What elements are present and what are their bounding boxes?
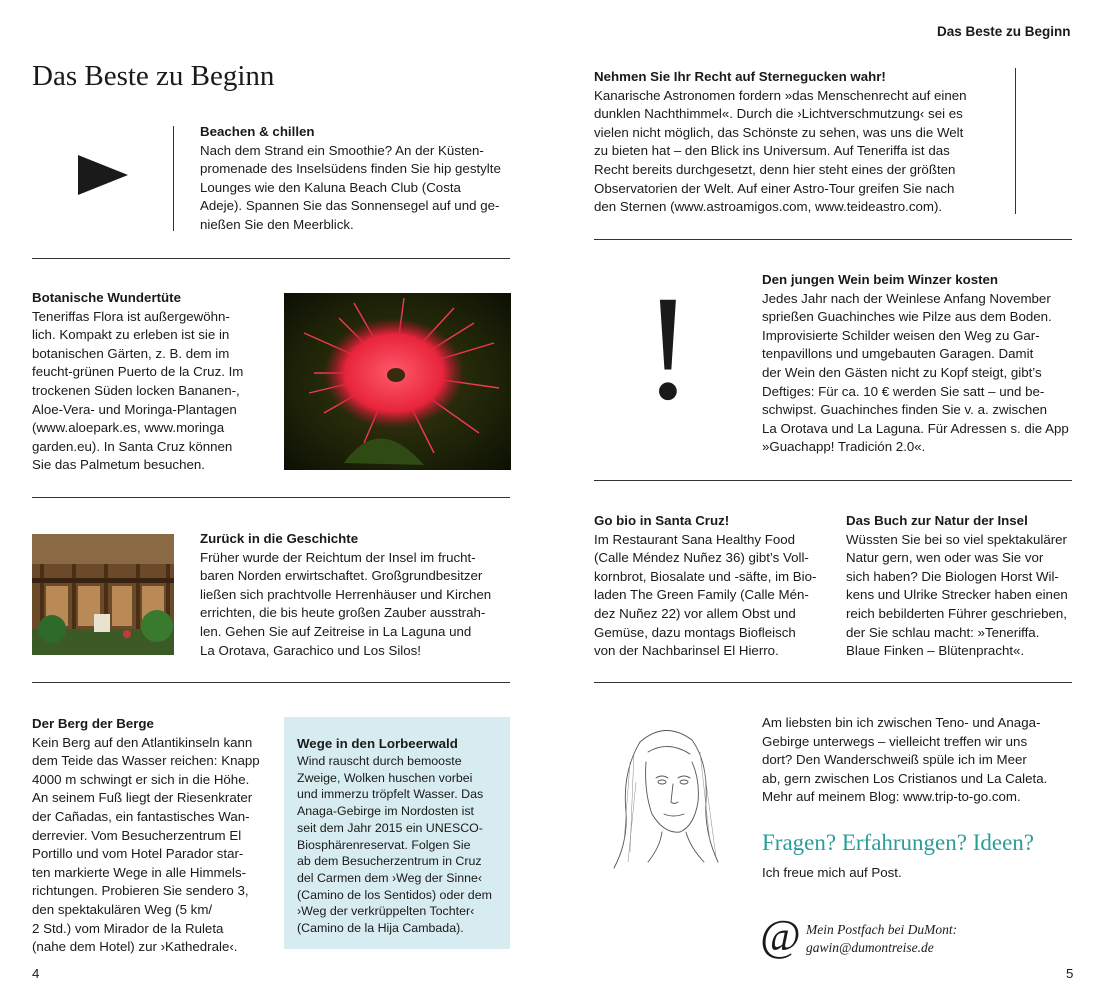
divider bbox=[594, 682, 1072, 683]
line: trockenen Süden locken Bananen-, bbox=[32, 382, 240, 398]
line: botanischen Gärten, z. B. dem im bbox=[32, 345, 230, 361]
line: baren Norden erwirtschaftet. Großgrundbesitzer bbox=[200, 568, 483, 584]
line: La Orotava, Garachico und Los Silos! bbox=[200, 642, 421, 658]
line: Wind rauscht durch bemooste bbox=[297, 754, 462, 768]
line: reich bebilderten Führer geschrieben, bbox=[846, 605, 1068, 621]
email-link[interactable]: gawin@dumontreise.de bbox=[806, 940, 934, 955]
vertical-divider bbox=[173, 126, 174, 231]
questions-heading: Fragen? Erfahrungen? Ideen? bbox=[762, 830, 1035, 855]
line: derrevier. Vom Besucherzentrum El bbox=[32, 827, 242, 843]
line: richtungen. Probieren Sie sendero 3, bbox=[32, 883, 249, 899]
line: Anaga-Gebirge im Nordosten ist bbox=[297, 804, 474, 819]
historic-courtyard-photo bbox=[32, 534, 174, 655]
line: Blaue Finken – Blütenpracht«. bbox=[846, 643, 1025, 659]
page-number-left: 4 bbox=[32, 966, 40, 981]
line: Kanarische Astronomen fordern »das Menschenrecht auf einen bbox=[594, 87, 967, 103]
line: len. Gehen Sie auf Zeitreise in La Laguna und bbox=[200, 623, 472, 639]
line: ten markierte Wege in alle Himmels- bbox=[32, 864, 247, 880]
line: kens und Ulrike Strecker haben einen bbox=[846, 587, 1068, 603]
line: kornbrot, Biosalate und -säfte, im Bio- bbox=[594, 568, 817, 584]
line: 2 Std.) vom Mirador de la Ruleta bbox=[32, 920, 224, 936]
heading: Zurück in die Geschichte bbox=[200, 531, 359, 546]
line: den Sternen (www.astroamigos.com, www.teideastro.com). bbox=[594, 199, 943, 215]
line: 4000 m schwingt er sich in die Höhe. bbox=[32, 771, 250, 787]
line: Nach dem Strand ein Smoothie? An der Küsten- bbox=[200, 142, 484, 158]
line: Wüssten Sie bei so viel spektakulärer bbox=[846, 531, 1067, 547]
line: ab dem Besucherzentrum in Cruz bbox=[297, 854, 482, 869]
line: ›Weg der verkrüppelten Tochter‹ bbox=[297, 904, 475, 919]
line: (www.aloepark.es, www.moringa bbox=[32, 420, 225, 436]
line: Kein Berg auf den Atlantikinseln kann bbox=[32, 734, 253, 750]
divider bbox=[32, 497, 510, 498]
line: Am liebsten bin ich zwischen Teno- und Anaga- bbox=[762, 715, 1041, 730]
line: Teneriffas Flora ist außergewöhn- bbox=[32, 308, 230, 324]
section-sterne bbox=[594, 68, 994, 217]
section-beachen bbox=[200, 123, 512, 235]
line: feucht-grünen Puerto de la Cruz. Im bbox=[32, 364, 244, 380]
section-wein bbox=[762, 271, 1074, 457]
section-author bbox=[762, 714, 1074, 807]
line: Portillo und vom Hotel Parador star- bbox=[32, 846, 244, 862]
line: Zweige, Wolken huschen vorbei bbox=[297, 770, 473, 785]
line: Mehr auf meinem Blog: www.trip-to-go.com. bbox=[762, 789, 1021, 805]
line: (nahe dem Hotel) zur ›Kathedrale‹. bbox=[32, 939, 238, 955]
section-berg bbox=[32, 715, 260, 957]
exclamation-mark-icon: ! bbox=[643, 265, 693, 431]
line: schwipst. Guachinches finden Sie v. a. zwischen bbox=[762, 402, 1048, 418]
heading: Wege in den Lorbeerwald bbox=[297, 736, 458, 751]
divider bbox=[594, 239, 1072, 240]
line: del Carmen dem ›Weg der Sinne‹ bbox=[297, 870, 483, 885]
line: Observatorien der Welt. Auf einer Astro-Tour greifen Sie nach bbox=[594, 180, 955, 196]
line: Früher wurde der Reichtum der Insel im frucht- bbox=[200, 549, 476, 565]
line: dem Teide das Wasser reichen: Knapp bbox=[32, 753, 260, 769]
line: tenpavillons und umgebauten Garagen. Damit bbox=[762, 346, 1034, 362]
heading: Go bio in Santa Cruz! bbox=[594, 513, 730, 528]
reply-text: Ich freue mich auf Post. bbox=[762, 865, 902, 880]
section-botanische bbox=[32, 289, 260, 475]
heading: Beachen & chillen bbox=[200, 124, 315, 139]
line: zu bieten hat – den Blick ins Universum. Auf Teneriffa ist das bbox=[594, 143, 950, 159]
section-buch bbox=[846, 512, 1074, 661]
line: dez Nuñez 22) vor allem Obst und bbox=[594, 605, 796, 621]
line: Deftiges: Für ca. 10 € werden Sie satt – und be- bbox=[762, 383, 1045, 399]
line: Adeje). Spannen Sie das Sonnensegel auf und ge- bbox=[200, 198, 500, 214]
line: von der Nachbarinsel El Hierro. bbox=[594, 643, 779, 659]
heading: Den jungen Wein beim Winzer kosten bbox=[762, 272, 999, 287]
line: Im Restaurant Sana Healthy Food bbox=[594, 531, 796, 547]
page-number-right: 5 bbox=[1066, 966, 1074, 981]
line: Gebirge unterwegs – vielleicht treffen wir uns bbox=[762, 733, 1028, 749]
heading: Das Buch zur Natur der Insel bbox=[846, 513, 1028, 528]
line: der Cañadas, ein fantastisches Wan- bbox=[32, 808, 250, 824]
line: den spektakulären Weg (5 km/ bbox=[32, 901, 213, 917]
red-flower-photo bbox=[284, 293, 511, 470]
running-header: Das Beste zu Beginn bbox=[937, 24, 1071, 39]
line: Aloe-Vera- und Moringa-Plantagen bbox=[32, 401, 237, 417]
line: nießen Sie den Meerblick. bbox=[200, 216, 354, 232]
line: der Sie schlau macht: »Teneriffa. bbox=[846, 624, 1040, 640]
line: Biosphärenreservat. Folgen Sie bbox=[297, 837, 471, 852]
line: dunklen Nachthimmel«. Durch die ›Lichtverschmutzung‹ sei es bbox=[594, 106, 963, 122]
divider bbox=[32, 258, 510, 259]
line: Recht bereits durchgesetzt, denn hier steht eines der größten bbox=[594, 161, 956, 177]
at-symbol-icon: @ bbox=[760, 911, 801, 960]
page-title: Das Beste zu Beginn bbox=[32, 60, 275, 92]
line: promenade des Inselsüdens finden Sie hip gestylte bbox=[200, 161, 501, 177]
heading: Nehmen Sie Ihr Recht auf Sternegucken wahr! bbox=[594, 69, 886, 84]
line: (Calle Méndez Nuñez 36) gibt’s Voll- bbox=[594, 550, 809, 566]
line: dort? Den Wanderschweiß spüle ich im Meer bbox=[762, 752, 1027, 768]
section-geschichte bbox=[200, 530, 512, 660]
line: Natur gern, wen oder was Sie vor bbox=[846, 550, 1044, 566]
divider bbox=[594, 480, 1072, 481]
line: (Camino de los Sentidos) oder dem bbox=[297, 887, 492, 902]
author-portrait-sketch bbox=[600, 722, 730, 872]
divider bbox=[32, 682, 510, 683]
line: ließen sich prachtvolle Herrenhäuser und Kirchen bbox=[200, 586, 492, 602]
line: sprießen Guachinches wie Pilze aus dem Boden. bbox=[762, 309, 1052, 325]
line: vielen nicht möglich, das Schönste zu sehen, was uns die Welt bbox=[594, 124, 964, 140]
line: laden The Green Family (Calle Mén- bbox=[594, 587, 809, 603]
play-arrow-icon bbox=[78, 155, 128, 195]
line: Improvisierte Schilder weisen den Weg zu Gar- bbox=[762, 327, 1040, 343]
line: lich. Kompakt zu erleben ist sie in bbox=[32, 327, 230, 343]
heading: Der Berg der Berge bbox=[32, 716, 154, 731]
line: An seinem Fuß liegt der Riesenkrater bbox=[32, 790, 253, 806]
line: ab, gern zwischen Los Cristianos und La Caleta. bbox=[762, 770, 1048, 786]
line: »Guachapp! Tradición 2.0«. bbox=[762, 439, 926, 455]
line: der Wein den Gästen nicht zu Kopf steigt, gibt’s bbox=[762, 364, 1042, 380]
line: La Orotava und La Laguna. Für Adressen s. die App bbox=[762, 420, 1069, 436]
line: Sie das Palmetum besuchen. bbox=[32, 457, 205, 473]
line: (Camino de la Hija Cambada). bbox=[297, 921, 464, 936]
vertical-divider bbox=[1015, 68, 1016, 214]
line: Lounges wie den Kaluna Beach Club (Costa bbox=[200, 179, 461, 195]
postfach-label: Mein Postfach bei DuMont: bbox=[806, 922, 958, 937]
line: Gemüse, dazu montags Biofleisch bbox=[594, 624, 796, 640]
section-bio bbox=[594, 512, 822, 661]
line: errichten, die bis heute großen Zauber ausstrah- bbox=[200, 605, 486, 621]
lorbeerwald-box bbox=[284, 717, 510, 949]
line: seit dem Jahr 2015 ein UNESCO- bbox=[297, 820, 483, 835]
line: Jedes Jahr nach der Weinlese Anfang November bbox=[762, 290, 1051, 306]
line: sich haben? Die Biologen Horst Wil- bbox=[846, 568, 1059, 584]
line: und immerzu tröpfelt Wasser. Das bbox=[297, 787, 484, 802]
line: garden.eu). In Santa Cruz können bbox=[32, 438, 233, 454]
heading: Botanische Wundertüte bbox=[32, 290, 181, 305]
